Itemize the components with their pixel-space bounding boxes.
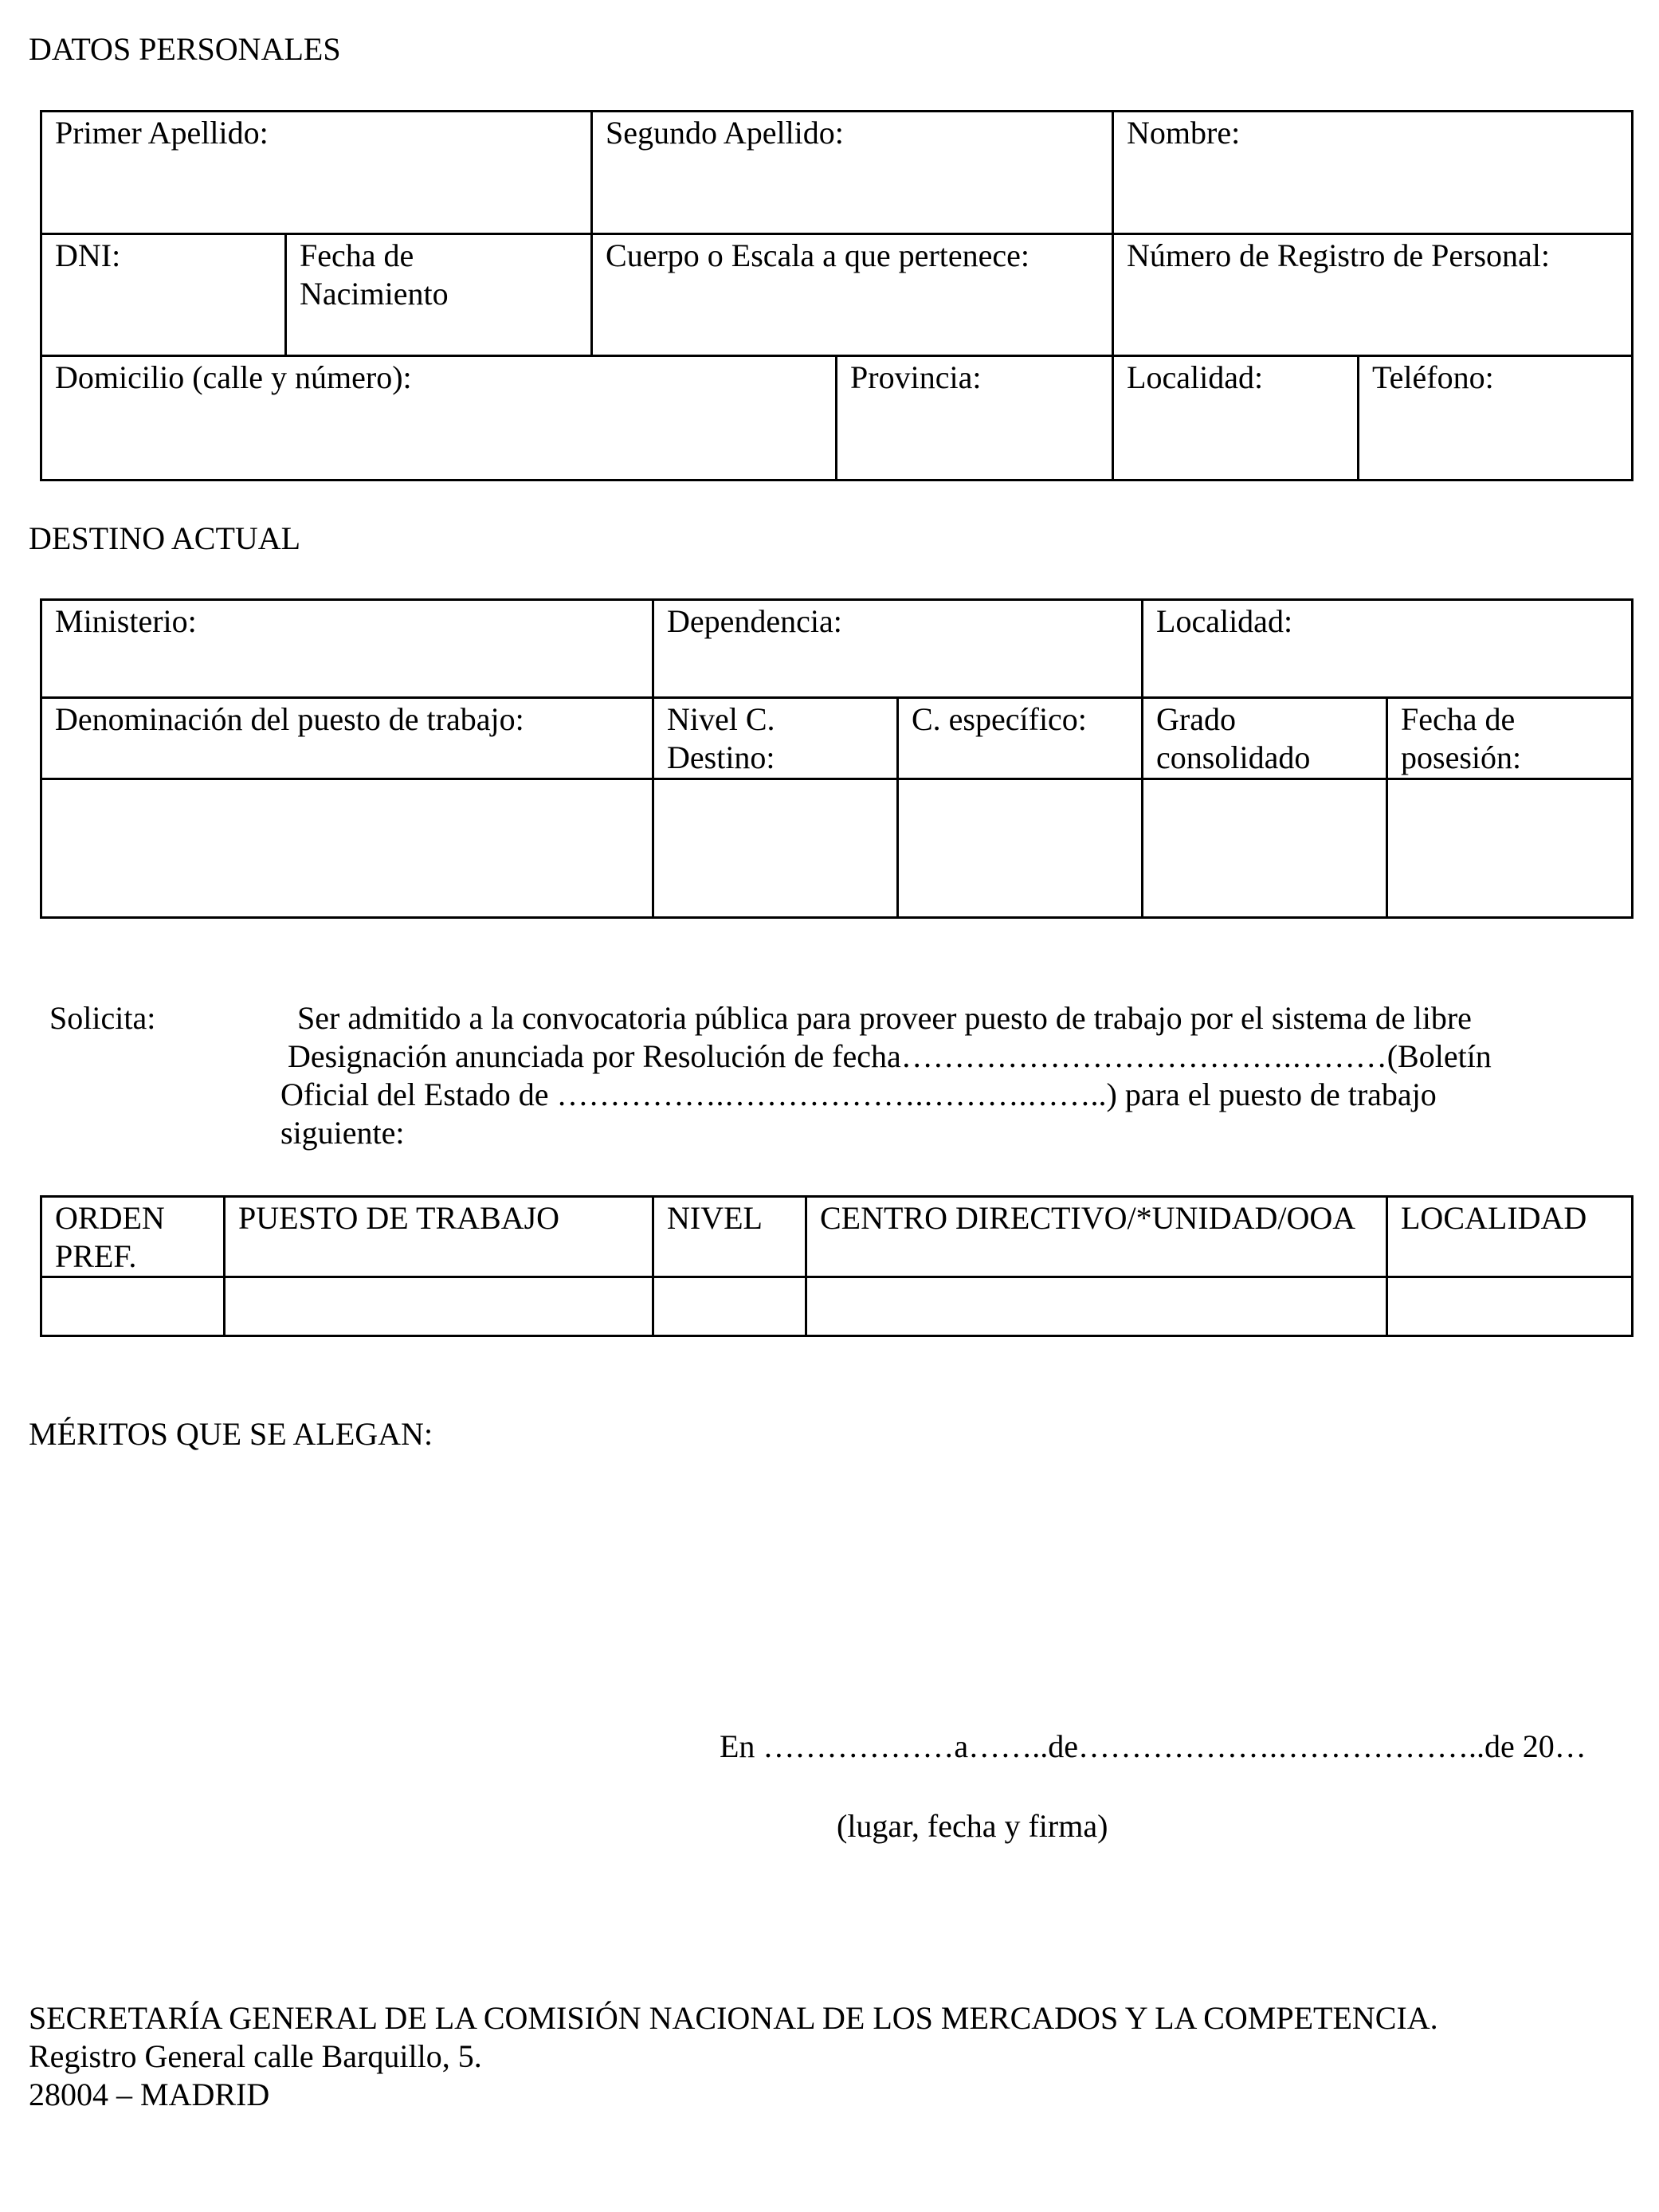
solicita-line-4: siguiente: (280, 1115, 405, 1151)
numero-registro-field[interactable]: Número de Registro de Personal: (1113, 234, 1633, 356)
signature-caption: (lugar, fecha y firma) (837, 1808, 1108, 1844)
grado-input[interactable] (1143, 779, 1387, 918)
solicita-line-1: Ser admitido a la convocatoria pública para proveer puesto de trabajo por el sistema de libre (297, 1000, 1472, 1036)
solicita-line-3: Oficial del Estado de …………….……………….……….……..) para el puesto de trabajo (280, 1077, 1437, 1112)
solicita-label: Solicita: (49, 1000, 156, 1036)
cuerpo-escala-field[interactable]: Cuerpo o Escala a que pertenece: (592, 234, 1113, 356)
telefono-field[interactable]: Teléfono: (1359, 356, 1633, 480)
denominacion-input[interactable] (41, 779, 653, 918)
localidad-field[interactable]: Localidad: (1113, 356, 1359, 480)
grado-label: Grado consolidado (1143, 698, 1387, 779)
orden-pref-header: ORDEN PREF. (41, 1197, 225, 1277)
centro-directivo-input[interactable] (806, 1277, 1387, 1336)
c-especifico-label: C. específico: (898, 698, 1143, 779)
destino-actual-table (40, 598, 1634, 919)
meritos-area[interactable] (29, 1466, 1630, 1697)
puesto-trabajo-header: PUESTO DE TRABAJO (225, 1197, 653, 1277)
localidad-puesto-input[interactable] (1387, 1277, 1633, 1336)
localidad-header: LOCALIDAD (1387, 1197, 1633, 1277)
datos-personales-table (40, 110, 1634, 481)
nivel-destino-label: Nivel C. Destino: (653, 698, 898, 779)
dependencia-field[interactable]: Dependencia: (653, 600, 1143, 698)
primer-apellido-field[interactable]: Primer Apellido: (41, 112, 592, 234)
puestos-table (40, 1195, 1634, 1337)
place-date-line: En ………………a……..de……………….………………..de 20… (720, 1728, 1586, 1764)
footer-organization: SECRETARÍA GENERAL DE LA COMISIÓN NACIONAL DE LOS MERCADOS Y LA COMPETENCIA. (29, 2000, 1438, 2036)
orden-pref-input[interactable] (41, 1277, 225, 1336)
provincia-field[interactable]: Provincia: (837, 356, 1113, 480)
fecha-nacimiento-field[interactable]: Fecha de Nacimiento (286, 234, 592, 356)
dni-field[interactable]: DNI: (41, 234, 286, 356)
footer-city: 28004 – MADRID (29, 2077, 270, 2112)
localidad-destino-field[interactable]: Localidad: (1143, 600, 1633, 698)
segundo-apellido-field[interactable]: Segundo Apellido: (592, 112, 1113, 234)
fecha-posesion-input[interactable] (1387, 779, 1633, 918)
solicita-line-2: Designación anunciada por Resolución de fecha……………………………….………(Boletín (288, 1038, 1492, 1074)
nivel-header: NIVEL (653, 1197, 806, 1277)
nivel-destino-input[interactable] (653, 779, 898, 918)
footer-address: Registro General calle Barquillo, 5. (29, 2038, 482, 2074)
destino-actual-heading: DESTINO ACTUAL (29, 520, 301, 556)
datos-personales-heading: DATOS PERSONALES (29, 31, 341, 67)
centro-directivo-header: CENTRO DIRECTIVO/*UNIDAD/OOA (806, 1197, 1387, 1277)
c-especifico-input[interactable] (898, 779, 1143, 918)
nombre-field[interactable]: Nombre: (1113, 112, 1633, 234)
domicilio-field[interactable]: Domicilio (calle y número): (41, 356, 837, 480)
fecha-posesion-label: Fecha de posesión: (1387, 698, 1633, 779)
denominacion-label: Denominación del puesto de trabajo: (41, 698, 653, 779)
ministerio-field[interactable]: Ministerio: (41, 600, 653, 698)
meritos-heading: MÉRITOS QUE SE ALEGAN: (29, 1416, 433, 1452)
nivel-input[interactable] (653, 1277, 806, 1336)
puesto-trabajo-input[interactable] (225, 1277, 653, 1336)
